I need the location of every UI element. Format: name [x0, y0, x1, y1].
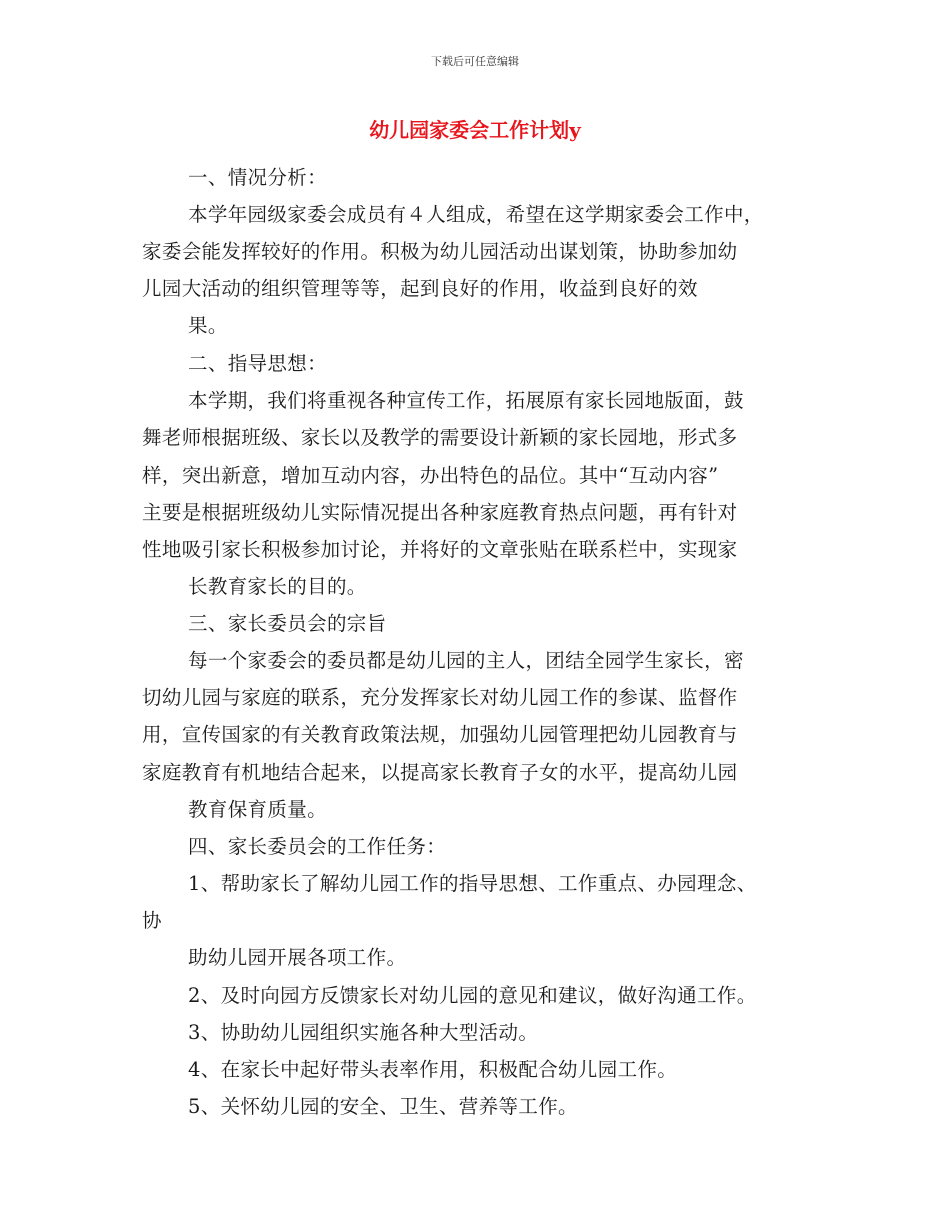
list-item-continuation: 协: [142, 909, 162, 932]
paragraph-line: 用，宣传国家的有关教育政策法规，加强幼儿园管理把幼儿园教育与: [142, 723, 738, 746]
list-item: 1、帮助家长了解幼儿园工作的指导思想、工作重点、办园理念、: [188, 872, 757, 895]
list-item: 2、及时向园方反馈家长对幼儿园的意见和建议，做好沟通工作。: [188, 984, 757, 1007]
section-heading: 三、家长委员会的宗旨: [188, 612, 387, 635]
paragraph-line: 切幼儿园与家庭的联系，充分发挥家长对幼儿园工作的参谋、监督作: [142, 686, 738, 709]
section-heading: 一、情况分析：: [188, 166, 327, 189]
list-item: 5、关怀幼儿园的安全、卫生、营养等工作。: [188, 1095, 578, 1118]
paragraph-line: 本学年园级家委会成员有４人组成，希望在这学期家委会工作中，: [188, 203, 764, 226]
paragraph-line: 果。: [188, 314, 228, 337]
list-item: 4、在家长中起好带头表率作用，积极配合幼儿园工作。: [188, 1058, 678, 1081]
paragraph-line: 每一个家委会的委员都是幼儿园的主人，团结全园学生家长，密: [188, 649, 744, 672]
section-heading: 四、家长委员会的工作任务：: [188, 835, 447, 858]
paragraph-line: 性地吸引家长积极参加讨论，并将好的文章张贴在联系栏中，实现家: [142, 538, 738, 561]
document-title: 幼儿园家委会工作计划y: [369, 118, 581, 142]
paragraph-line: 舞老师根据班级、家长以及教学的需要设计新颖的家长园地，形式多: [142, 426, 738, 449]
page-header-note: 下载后可任意编辑: [431, 55, 519, 68]
list-item: 3、协助幼儿园组织实施各种大型活动。: [188, 1021, 539, 1044]
paragraph-line: 样，突出新意，增加互动内容，办出特色的品位。其中“互动内容”: [142, 464, 719, 487]
section-heading: 二、指导思想：: [188, 352, 327, 375]
paragraph-line: 长教育家长的目的。: [188, 575, 367, 598]
paragraph-line: 家委会能发挥较好的作用。积极为幼儿园活动出谋划策，协助参加幼: [142, 240, 738, 263]
paragraph-line: 主要是根据班级幼儿实际情况提出各种家庭教育热点问题，再有针对: [142, 501, 738, 524]
paragraph-line: 儿园大活动的组织管理等等，起到良好的作用，收益到良好的效: [142, 277, 698, 300]
paragraph-line: 家庭教育有机地结合起来，以提高家长教育子女的水平，提高幼儿园: [142, 761, 738, 784]
paragraph-line: 本学期，我们将重视各种宣传工作，拓展原有家长园地版面，鼓: [188, 389, 744, 412]
list-item-continuation: 助幼儿园开展各项工作。: [188, 946, 407, 969]
paragraph-line: 教育保育质量。: [188, 798, 327, 821]
